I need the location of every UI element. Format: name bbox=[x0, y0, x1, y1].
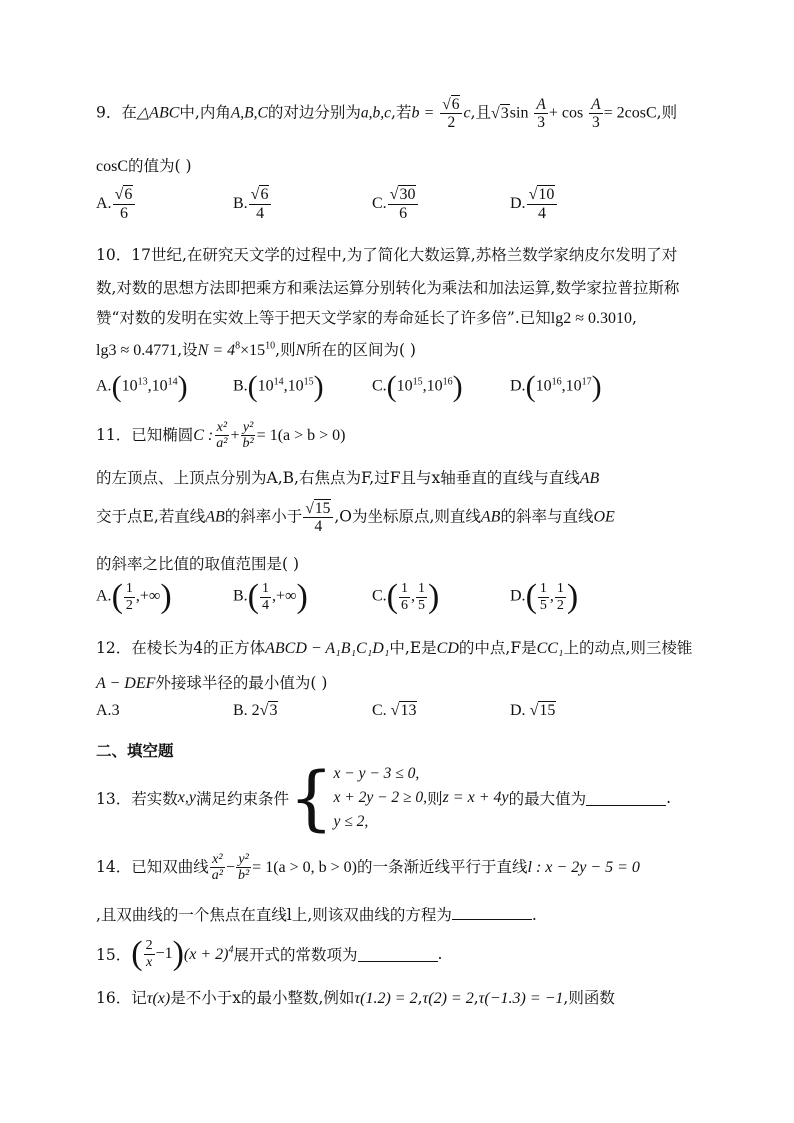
section-fill-in-blank-header: 二、填空题 bbox=[96, 742, 174, 760]
q15-answer-blank[interactable] bbox=[358, 947, 438, 962]
q9-text: 的对边分别为 bbox=[267, 103, 361, 122]
q13-constraints: x − y − 3 ≤ 0, x + 2y − 2 ≥ 0, y ≤ 2, bbox=[333, 765, 428, 830]
q10-line1: 10．17世纪,在研究天文学的过程中,为了简化大数运算,苏格兰数学家纳皮尔发明了对 bbox=[96, 246, 678, 264]
q9-frac-a-over-3: $\frac{A}{3}$ bbox=[536, 96, 546, 132]
q10-lg2: lg2 ≈ 0.3010 bbox=[550, 310, 633, 327]
q16-line: 16．记τ(x)是不小于x的最小整数,例如τ(1.2) = 2,τ(2) = 2,τ(−1.3) = −1,则函数 bbox=[96, 989, 615, 1007]
q10-option-c[interactable]: $C.(10^{15},10^{16})$ bbox=[372, 370, 463, 403]
q9-eq-2cosc: = 2cosC bbox=[603, 104, 657, 122]
q9-text: ,若 bbox=[391, 103, 412, 122]
q9-option-a[interactable]: A. $\frac{√6}{6}$ bbox=[96, 186, 136, 222]
q10-line3: 赞“对数的发明在实效上等于把天文学家的寿命延长了许多倍”.已知lg2 ≈ 0.3010, bbox=[96, 309, 637, 327]
q9-option-c[interactable]: C. $\frac{√30}{6}$ bbox=[372, 186, 419, 222]
q9-b-eq: b = bbox=[411, 104, 435, 122]
q13-line: 13．若实数x,y满足约束条件{ x − y − 3 ≤ 0, x + 2y − 2 ≥ 0, y ≤ 2, 则z = x + 4y的最大值为 . bbox=[96, 757, 672, 839]
q15-line: 15．( $\frac{2}{x}$ $-1)(x + 2)^4$展开式的常数项为 . bbox=[96, 935, 443, 972]
q9-frac-sqrt6-over-2: $\frac{√6}{2}$ bbox=[440, 96, 462, 131]
q9-question: 的值为( ) bbox=[128, 157, 192, 175]
q12-option-d[interactable]: D. √15 bbox=[510, 702, 556, 719]
q10-option-a[interactable]: $A.(10^{13},10^{14})$ bbox=[96, 370, 188, 403]
q11-option-c[interactable]: C.( $\frac{1}{6}$ , $\frac{1}{5}$ ) bbox=[372, 578, 440, 615]
q12-option-c[interactable]: C. √13 bbox=[372, 702, 417, 719]
q13-brace: { bbox=[288, 757, 334, 839]
q10-line2: 数,对数的思想方法即把乘方和乘法运算分别转化为乘法和加法运算,数学家拉普拉斯称 bbox=[96, 279, 680, 297]
q9-sqrt3: √3 bbox=[491, 104, 509, 122]
q9-cosc: cosC bbox=[96, 158, 128, 175]
q10-option-d[interactable]: $D.(10^{16},10^{17})$ bbox=[510, 370, 602, 403]
q10-line4: lg3 ≈ 0.4771,设$N = 4^8\times 15^{10}$,则N所在的区间为( ) bbox=[96, 340, 416, 359]
q9-text: ,则 bbox=[656, 103, 678, 122]
q11-option-b[interactable]: B.( $\frac{1}{4}$ ,+∞) bbox=[233, 578, 308, 615]
q9-triangle: △ABC bbox=[136, 104, 180, 122]
q9-option-b[interactable]: B. $\frac{√6}{4}$ bbox=[233, 186, 272, 222]
q9-sides: a,b,c bbox=[360, 104, 392, 122]
q12-line2: A − DEF外接球半径的最小值为( ) bbox=[96, 674, 328, 692]
q9-sin: sin bbox=[509, 104, 529, 122]
q11-line1: 11．已知椭圆C : $\frac{\text{x²}}{\text{a²}}$ + $\frac{\text{y²}}{\text{b²}}$ = 1(a > b > 0) bbox=[96, 420, 346, 452]
q9-option-d[interactable]: D. $\frac{√10}{4}$ bbox=[510, 186, 558, 222]
q12-option-b[interactable]: B. 2√3 bbox=[233, 702, 278, 719]
q10-option-b[interactable]: $B.(10^{14},10^{15})$ bbox=[233, 370, 324, 403]
q9-text: 中,内角 bbox=[179, 103, 231, 122]
q14-line2: ,且双曲线的一个焦点在直线l上,则该双曲线的方程为 . bbox=[96, 906, 537, 924]
q11-line4: 的斜率之比值的取值范围是( ) bbox=[96, 555, 300, 573]
q11-option-d[interactable]: D.( $\frac{1}{5}$ , $\frac{1}{2}$ ) bbox=[510, 578, 579, 615]
q11-option-a[interactable]: A.( $\frac{1}{2}$ ,+∞) bbox=[96, 578, 172, 615]
q9-vertices: A,B,C bbox=[230, 104, 268, 122]
q12-line1: 12．在棱长为4的正方体ABCD − A₁B₁C₁D₁中,E是CD的中点,F是CC₁上的动点,则三棱锥 bbox=[96, 639, 693, 657]
q9-line2 bbox=[96, 154, 192, 176]
q9-plus-cos: + cos bbox=[548, 104, 584, 122]
q11-line2: 的左顶点、上顶点分别为A,B,右焦点为F,过F且与x轴垂直的直线与直线AB bbox=[96, 469, 600, 487]
q14-line1: 14．已知双曲线 $\frac{\text{x²}}{\text{a²}}$ − $\frac{\text{y²}}{\text{b²}}$ = 1(a > 0, b > 0)的一条渐近线平行于直线l : x − 2y − 5 = 0 bbox=[96, 852, 640, 884]
q9-frac-a-over-3-b: $\frac{A}{3}$ bbox=[591, 96, 601, 132]
q9-c: c bbox=[463, 104, 471, 122]
q9-number: 9．在 bbox=[96, 103, 137, 122]
q10-lg3: lg3 ≈ 0.4771 bbox=[96, 342, 178, 359]
q9-line1 bbox=[96, 96, 677, 131]
q13-answer-blank[interactable] bbox=[586, 791, 666, 806]
q11-line3: 交于点E,若直线AB的斜率小于 $\frac{√15}{4}$ ,O为坐标原点,则直线AB的斜率与直线OE bbox=[96, 500, 615, 536]
q12-option-a[interactable]: A.3 bbox=[96, 702, 120, 719]
q9-text: ,且 bbox=[470, 103, 492, 122]
q14-answer-blank[interactable] bbox=[452, 905, 532, 920]
